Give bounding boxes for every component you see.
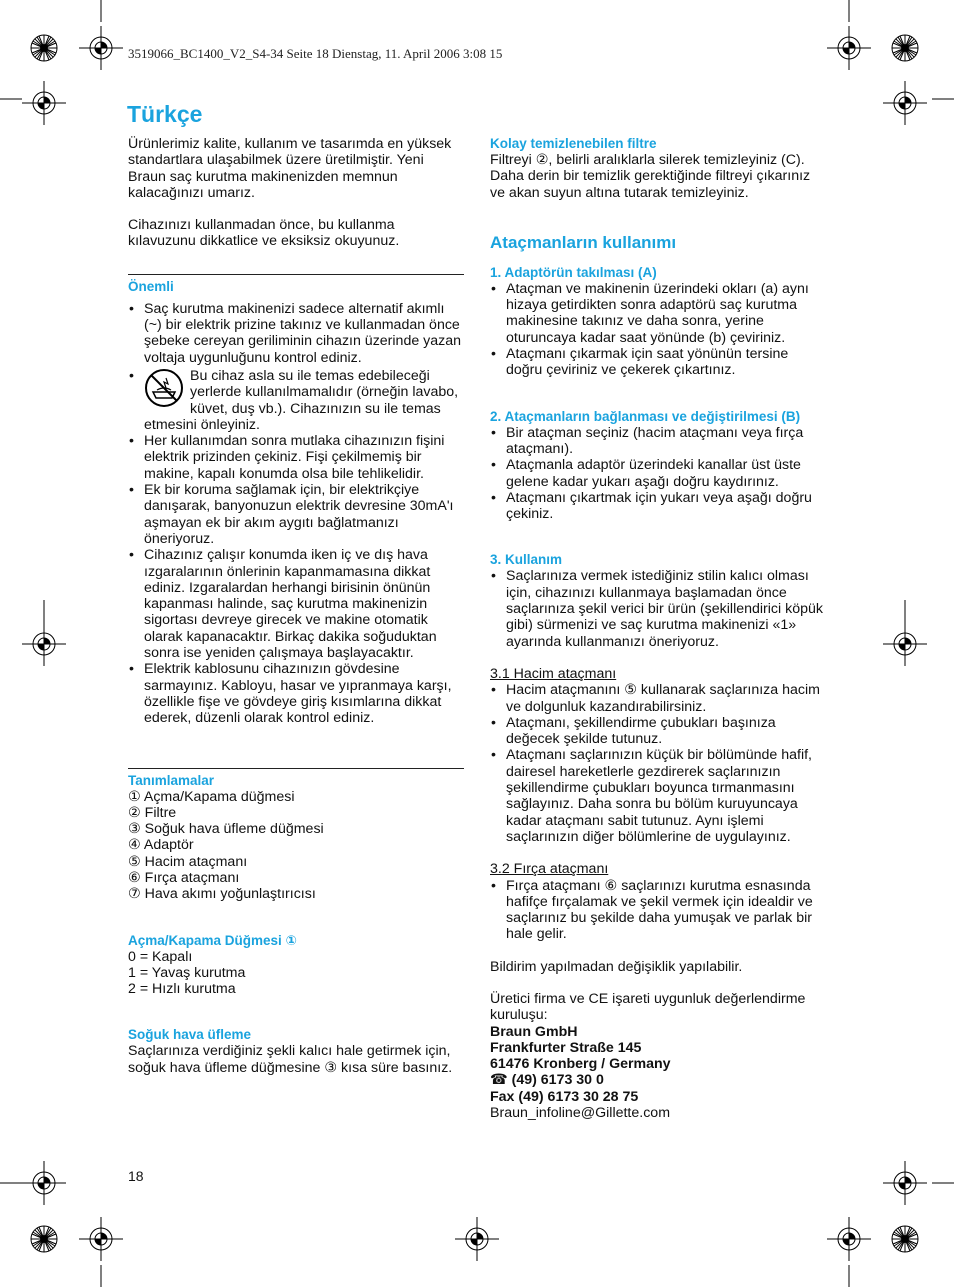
water-warning-text: Bu cihaz asla su ile temas edebileceği yerlerde kullanılmamalıdır (örneğin lavabo, küvet, duş vb.). Cihazınızın su ile temas etmesini önleyiniz. (144, 367, 459, 433)
print-header: 3519066_BC1400_V2_S4-34 Seite 18 Dienstag, 11. April 2006 3:08 15 (128, 46, 503, 61)
onoff-line: 0 = Kapalı (128, 948, 193, 965)
important-heading: Önemli (128, 278, 174, 294)
company-phone: ☎ (49) 6173 30 0 (490, 1072, 604, 1089)
usage-list (490, 568, 826, 649)
connect-list (490, 425, 826, 523)
list-item: • Elektrik kablosunu cihazınızın gövdesine sarmayınız. Kabloyu, hasar ve yıpranmaya karşı, özellikle fişe ve gövdeye giriş kısımlarına dikkat ederek, düzenli olarak kontrol ediniz. (128, 661, 464, 726)
list-item: • Hacim ataçmanını ⑤ kullanarak saçlarınıza hacim ve dolgunluk kazandırabilirsiniz. (490, 682, 826, 715)
onoff-line: 2 = Hızlı kurutma (128, 981, 236, 998)
list-item: • Ataçmanı çıkarmak için saat yönünün tersine doğru çeviriniz ve çekerek çıkartınız. (490, 346, 826, 379)
list-item: • Ataçmanı saçlarınızın küçük bir bölümünde hafif, dairesel hareketlerle gezdirerek saçlarınızın şekillendirme çubukları boyunca tırmanmasını sağlayınız. Daha sonra bu bölüm kuruyuncaya kadar ataçmanı sabit tutunuz. Aynı işlemi saçlarınızın diğer bölümlerine de uygulayınız. (490, 747, 826, 845)
list-item: • Saçlarınıza vermek istediğiniz stilin kalıcı olması için, cihazınızı kullanmaya başlamadan önce saçlarınıza şekil verici bir ürün (şekillendirici köpük gibi) sürmenizi ve saç kurutma makinenizi «1» ayarında kullanmanızı öneriyoruz. (490, 568, 826, 649)
company-street: Frankfurter Straße 145 (490, 1039, 642, 1056)
manufacturer-intro: Üretici firma ve CE işareti uygunluk değerlendirme kuruluşu: (490, 990, 806, 1024)
intro-paragraph-2: Cihazınızı kullanmadan önce, bu kullanma kılavuzunu dikkatlice ve eksiksiz okuyunuz. (128, 217, 400, 250)
right-column (490, 136, 826, 1121)
descriptions-heading: Tanımlamalar (128, 772, 215, 788)
attachments-heading: Ataçmanların kullanımı (490, 232, 677, 252)
onoff-line: 1 = Yavaş kurutma (128, 964, 246, 981)
page-title: Türkçe (127, 101, 203, 127)
cool-shot-heading: Soğuk hava üfleme (128, 1027, 252, 1043)
adapter-list (490, 281, 826, 379)
intro-paragraph: Ürünlerimiz kalite, kullanım ve tasarımda en yüksek standartlara ulaşabilmek üzere üretilmiştir. Yeni Braun saç kurutma makinenizden memnun kalacağınızı umarız. (128, 136, 452, 201)
list-item: • Cihazınız çalışır konumda iken iç ve dış hava ızgaralarının önlerinin kapanmamasına dikkat ediniz. Izgaralardan herhangi birisinin önünün kapanması halinde, saç kurutma makinenizin sigortası devreye girecek ve makine otomatik olarak kapanacaktır. Birkaç dakika soğuduktan sonra ise yeniden çalışmaya başlayacaktır. (128, 547, 464, 661)
description-item: ② Filtre (128, 804, 177, 821)
list-item: • Bir ataçman seçiniz (hacim ataçmanı veya fırça ataçmanı). (490, 425, 826, 458)
section-rule (128, 274, 464, 275)
brush-list (490, 878, 826, 943)
list-item: • Ataçmanı, şekillendirme çubukları başınıza değecek şekilde tutunuz. (490, 715, 826, 748)
description-item: ④ Adaptör (128, 837, 194, 854)
list-item: • Ataçmanla adaptör üzerindeki kanallar üst üste gelene kadar yukarı aşağı doğru kaydırınız. (490, 457, 826, 490)
cool-shot-text: Saçlarınıza verdiğiniz şekli kalıcı hale getirmek için, soğuk hava üfleme düğmesine ③ kısa süre basınız. (128, 1043, 453, 1076)
filter-heading: Kolay temizlenebilen filtre (490, 136, 657, 151)
list-item: • Ataçmanı çıkartmak için yukarı veya aşağı doğru çekiniz. (490, 490, 826, 523)
description-item: ⑤ Hacim ataçmanı (128, 853, 248, 870)
list-item: • Ataçman ve makinenin üzerindeki okları (a) aynı hizaya getirdikten sonra adaptörü saç kurutma makinesine takınız ve daha sonra, yerine oturuncaya kadar saat yönünde (b) çeviriniz. (490, 281, 826, 346)
company-email: Braun_infoline@Gillette.com (490, 1105, 671, 1122)
company-fax: Fax (49) 6173 30 28 75 (490, 1088, 639, 1105)
description-item: ① Açma/Kapama düğmesi (128, 788, 295, 805)
usage-heading: 3. Kullanım (490, 552, 563, 568)
important-list (128, 301, 464, 727)
onoff-heading: Açma/Kapama Düğmesi ① (128, 932, 297, 948)
description-item: ⑥ Fırça ataçmanı (128, 869, 240, 886)
section-rule (128, 768, 464, 769)
list-item: • Ek bir koruma sağlamak için, bir elektrikçiye danışarak, banyonuzun elektrik devresine 30mA'ı aşmayan ek bir akım aygıtı bağlatmanızı öneriyoruz. (128, 482, 464, 547)
left-column (128, 136, 464, 1076)
description-item: ③ Soğuk hava üfleme düğmesi (128, 821, 324, 838)
list-item: • Her kullanımdan sonra mutlaka cihazınızın fişini elektrik prizinden çekiniz. Fişi çekilmemiş bir makine, kapalı konumda olsa bile tehlikelidir. (128, 433, 464, 482)
connect-heading: 2. Ataçmanların bağlanması ve değiştirilmesi (B) (490, 408, 801, 424)
list-item: • Saç kurutma makinenizi sadece alternatif akımlı (~) bir elektrik prizine takınız ve kullanmadan önce şebeke cereyan geriliminin cihazın üzerinde yazan voltaja uygunluğunu kontrol ediniz. (128, 301, 464, 366)
change-notice: Bildirim yapılmadan değişiklik yapılabilir. (490, 958, 743, 975)
company-city: 61476 Kronberg / Germany (490, 1056, 671, 1073)
description-item: ⑦ Hava akımı yoğunlaştırıcısı (128, 886, 316, 903)
descriptions-list (128, 789, 464, 903)
list-item-water-warning (128, 368, 464, 433)
filter-text: Filtreyi ②, belirli aralıklarla silerek temizleyiniz (C). Daha derin bir temizlik gerektiğinde filtreyi çıkarınız ve akan suyun altına tutarak temizleyiniz. (490, 152, 811, 201)
list-item: • Fırça ataçmanı ⑥ saçlarınızı kurutma esnasında hafifçe fırçalamak ve şekil vermek için idealdir ve saçlarınız bu şekilde daha yumuşak ve parlak bir hale gelir. (490, 878, 826, 943)
adapter-heading: 1. Adaptörün takılması (A) (490, 264, 657, 280)
page-number: 18 (128, 1168, 144, 1184)
company-name: Braun GmbH (490, 1023, 578, 1040)
brush-heading: 3.2 Fırça ataçmanı (490, 861, 609, 878)
no-water-icon (144, 368, 184, 408)
volume-heading: 3.1 Hacim ataçmanı (490, 665, 617, 682)
volume-list (490, 682, 826, 845)
